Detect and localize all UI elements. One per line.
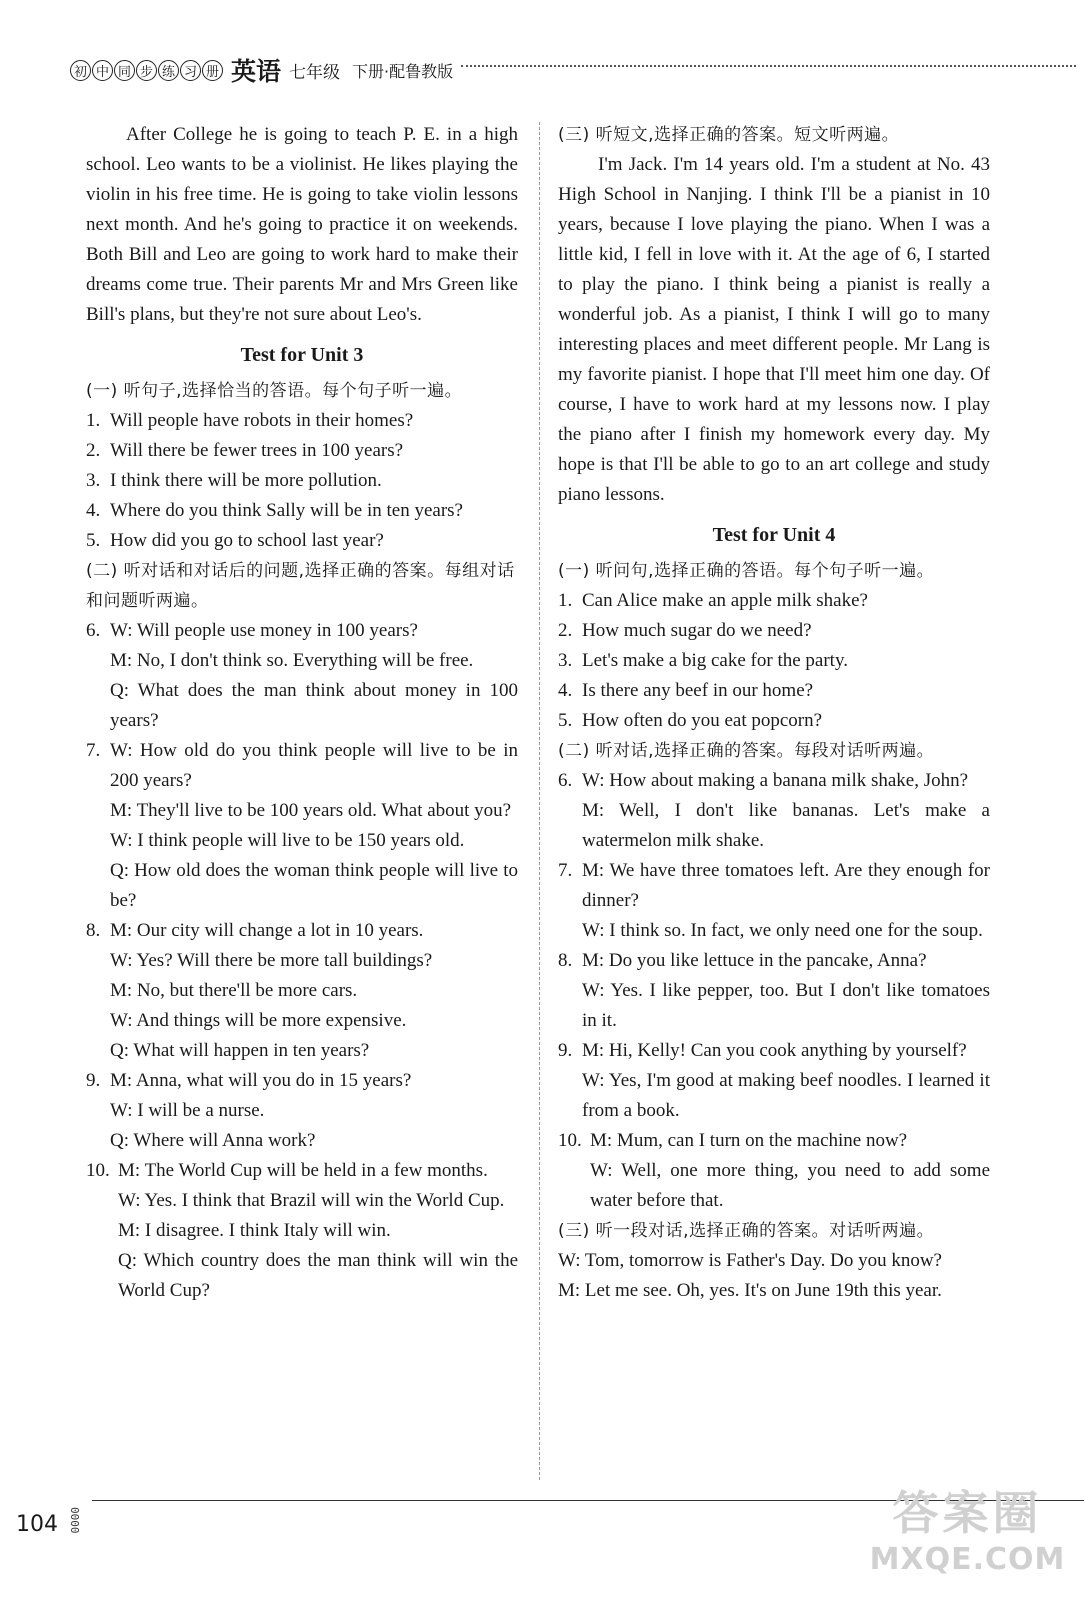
dialogue-line: Q: How old does the woman think people will live to be? — [110, 860, 518, 911]
question-text: Is there any beef in our home? — [582, 680, 814, 701]
dialogue-line: M: The World Cup will be held in a few months. — [118, 1160, 488, 1181]
watermark-url: MXQE.COM — [869, 1542, 1066, 1577]
dialogue-line: M: Mum, can I turn on the machine now? — [590, 1130, 908, 1151]
dialogue-line: W: And things will be more expensive. — [110, 1010, 407, 1031]
dialogue-number: 9. — [86, 1070, 101, 1091]
dialogue-line: W: How about making a banana milk shake, John? — [582, 770, 969, 791]
question-item — [86, 526, 518, 556]
series-char: 同 — [114, 60, 135, 81]
dialogue-item — [86, 1156, 518, 1186]
dialogue-line: M: Do you like lettuce in the pancake, Anna? — [582, 950, 927, 971]
page-number: 104 — [16, 1512, 58, 1537]
dialogue-line: M: No, but there'll be more cars. — [110, 980, 358, 1001]
question-text: How did you go to school last year? — [110, 530, 384, 551]
right-column — [558, 120, 990, 1306]
question-number: 1. — [558, 590, 573, 611]
listening-passage: I'm Jack. I'm 14 years old. I'm a student at No. 43 High School in Nanjing. I think I'll be a pianist in 10 years, because I love playing the piano. When I was a little kid, I fell in love with it. At the age of 6, I started to play the piano. I think being a pianist is really a wonderful job. As a pianist, I think I will go to many interesting places and meet different people. Mr Lang is my favorite pianist. I hope that I'll meet him one day. Of course, I have to work hard at my lessons now. I play the piano after I finish my homework every day. My hope is that I'll be able to go to an art college and study piano lessons. — [558, 154, 990, 505]
dialogue-line: W: Yes, I'm good at making beef noodles. I learned it from a book. — [582, 1070, 990, 1121]
dialogue-line: W: I think so. In fact, we only need one for the soup. — [582, 920, 983, 941]
watermark-logo — [860, 1486, 1075, 1591]
question-number: 5. — [86, 530, 101, 551]
dialogue-line: W: Yes? Will there be more tall buildings? — [110, 950, 433, 971]
section-heading: (二) 听对话和对话后的问题,选择正确的答案。每组对话和问题听两遍。 — [86, 561, 515, 611]
question-item — [558, 706, 990, 736]
subject-title: 英语 — [231, 57, 282, 86]
series-char: 步 — [136, 60, 157, 81]
dialogue-line: Q: Where will Anna work? — [110, 1130, 316, 1151]
passage-continuation: After College he is going to teach P. E. in a high school. Leo wants to be a violinist. He likes playing the violin in his free time. He is going to take violin lessons next month. And he's going to practice it on weekends. Both Bill and Leo are going to work hard to make their dreams come true. Their parents Mr and Mrs Green like Bill's plans, but they're not sure about Leo's. — [86, 124, 518, 325]
question-item — [86, 466, 518, 496]
dialogue-line: M: We have three tomatoes left. Are they enough for dinner? — [582, 860, 990, 911]
grade-label: 七年级 — [289, 62, 341, 83]
dialogue-line: W: I will be a nurse. — [110, 1100, 265, 1121]
section-heading: (三) 听短文,选择正确的答案。短文听两遍。 — [558, 125, 900, 145]
footer-decoration — [68, 1507, 80, 1567]
question-text: How much sugar do we need? — [582, 620, 812, 641]
question-item — [558, 586, 990, 616]
dialogue-line: Q: Which country does the man think will win the World Cup? — [118, 1250, 518, 1301]
question-item — [558, 646, 990, 676]
question-number: 4. — [558, 680, 573, 701]
question-item — [86, 436, 518, 466]
question-item — [86, 496, 518, 526]
dialogue-number: 10. — [86, 1160, 110, 1181]
series-title — [70, 60, 223, 81]
dialogue-line: W: Yes. I think that Brazil will win the World Cup. — [118, 1190, 505, 1211]
unit3-title: Test for Unit 3 — [240, 344, 364, 366]
dialogue-line: W: I think people will live to be 150 years old. — [110, 830, 465, 851]
page-header — [70, 50, 1080, 90]
watermark-text: 答案圈 — [892, 1486, 1043, 1540]
dialogue-line: M: Our city will change a lot in 10 years. — [110, 920, 424, 941]
series-char: 练 — [158, 60, 179, 81]
section-heading: (二) 听对话,选择正确的答案。每段对话听两遍。 — [558, 741, 935, 761]
dialogue-number: 8. — [558, 950, 573, 971]
question-text: Let's make a big cake for the party. — [582, 650, 848, 671]
question-text: I think there will be more pollution. — [110, 470, 382, 491]
dialogue-number: 8. — [86, 920, 101, 941]
dialogue-line: W: How old do you think people will live to be in 200 years? — [110, 740, 518, 791]
question-text: Will people have robots in their homes? — [110, 410, 414, 431]
dialogue-line: W: Tom, tomorrow is Father's Day. Do you know? — [558, 1250, 942, 1271]
question-text: Where do you think Sally will be in ten years? — [110, 500, 463, 521]
question-text: Can Alice make an apple milk shake? — [582, 590, 868, 611]
series-char: 中 — [92, 60, 113, 81]
question-item — [86, 406, 518, 436]
series-char: 册 — [202, 60, 223, 81]
dialogue-item — [558, 766, 990, 796]
dialogue-line: M: Anna, what will you do in 15 years? — [110, 1070, 412, 1091]
dialogue-line: M: They'll live to be 100 years old. What about you? — [110, 800, 512, 821]
dialogue-number: 7. — [86, 740, 101, 761]
dialogue-line: M: I disagree. I think Italy will win. — [118, 1220, 391, 1241]
dialogue-line: Q: What will happen in ten years? — [110, 1040, 370, 1061]
question-number: 3. — [86, 470, 101, 491]
dialogue-line: M: Let me see. Oh, yes. It's on June 19th this year. — [558, 1280, 942, 1301]
dialogue-number: 9. — [558, 1040, 573, 1061]
question-text: Will there be fewer trees in 100 years? — [110, 440, 404, 461]
dialogue-line: M: Well, I don't like bananas. Let's make a watermelon milk shake. — [582, 800, 990, 851]
series-char: 习 — [180, 60, 201, 81]
dialogue-item — [558, 1036, 990, 1066]
dialogue-item — [86, 616, 518, 646]
question-number: 2. — [86, 440, 101, 461]
column-divider — [539, 122, 540, 1480]
question-item — [558, 676, 990, 706]
series-char: 初 — [70, 60, 91, 81]
dialogue-number: 6. — [86, 620, 101, 641]
dialogue-item — [558, 946, 990, 976]
question-number: 1. — [86, 410, 101, 431]
dialogue-item — [558, 1126, 990, 1156]
section-heading: (一) 听问句,选择正确的答语。每个句子听一遍。 — [558, 561, 935, 581]
dialogue-line: W: Yes. I like pepper, too. But I don't like tomatoes in it. — [582, 980, 990, 1031]
section-heading: (三) 听一段对话,选择正确的答案。对话听两遍。 — [558, 1221, 935, 1241]
section-heading: (一) 听句子,选择恰当的答语。每个句子听一遍。 — [86, 381, 463, 401]
dialogue-number: 7. — [558, 860, 573, 881]
unit4-title: Test for Unit 4 — [712, 524, 836, 546]
header-dotted-rule — [461, 65, 1076, 67]
dialogue-item — [86, 1066, 518, 1096]
dialogue-line: W: Will people use money in 100 years? — [110, 620, 418, 641]
dialogue-item — [86, 736, 518, 796]
dialogue-item — [558, 856, 990, 916]
dialogue-number: 6. — [558, 770, 573, 791]
dialogue-line: W: Well, one more thing, you need to add some water before that. — [590, 1160, 990, 1211]
question-number: 4. — [86, 500, 101, 521]
question-text: How often do you eat popcorn? — [582, 710, 823, 731]
question-number: 3. — [558, 650, 573, 671]
question-item — [558, 616, 990, 646]
volume-label: 下册·配鲁教版 — [352, 61, 454, 81]
dialogue-line: Q: What does the man think about money in 100 years? — [110, 680, 518, 731]
dialogue-number: 10. — [558, 1130, 582, 1151]
dialogue-line: M: No, I don't think so. Everything will be free. — [110, 650, 474, 671]
left-column — [86, 120, 518, 1306]
footer-marks-text: 0000 — [68, 1507, 81, 1534]
question-number: 5. — [558, 710, 573, 731]
question-number: 2. — [558, 620, 573, 641]
dialogue-item — [86, 916, 518, 946]
dialogue-line: M: Hi, Kelly! Can you cook anything by yourself? — [582, 1040, 967, 1061]
